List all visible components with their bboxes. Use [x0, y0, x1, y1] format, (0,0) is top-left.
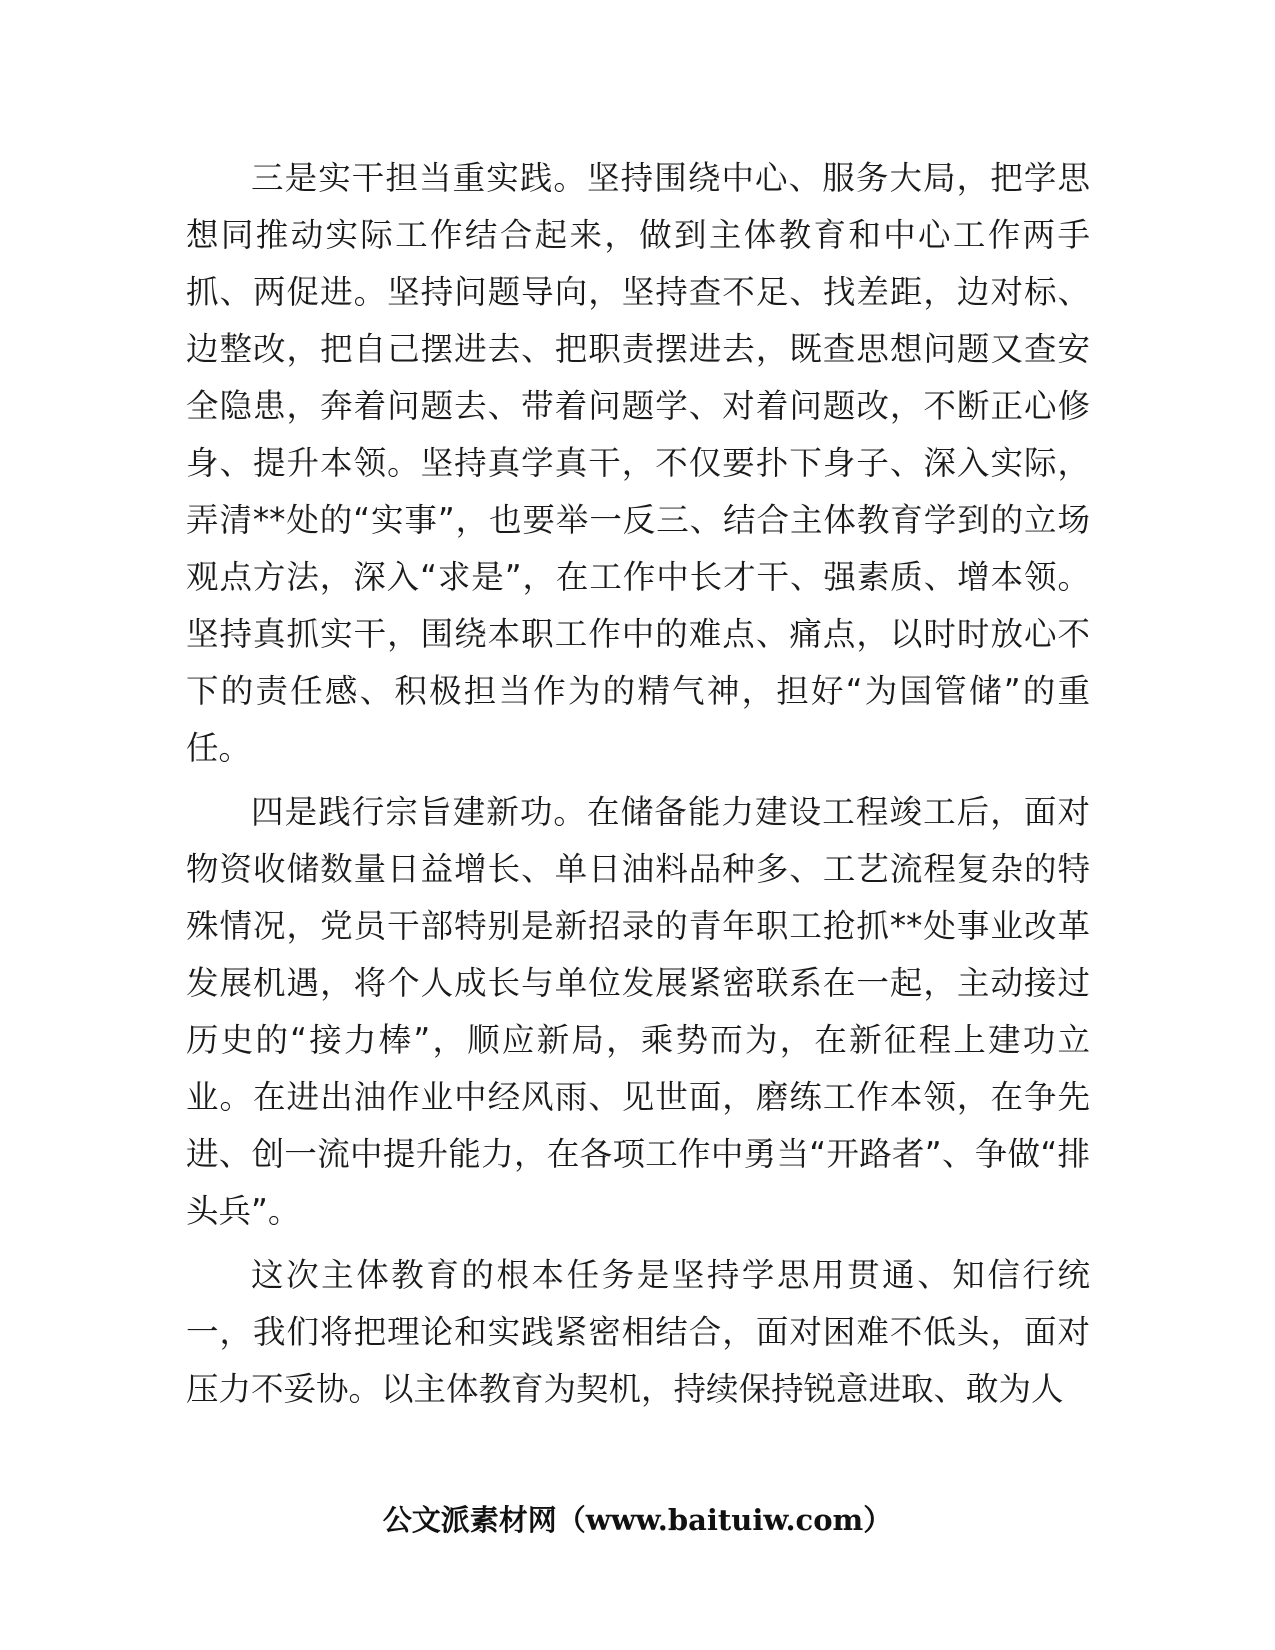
paragraph-fundamental-task: 这次主体教育的根本任务是坚持学思用贯通、知信行统一，我们将把理论和实践紧密相结合，面对困难不低头，面对压力不妥协。以主体教育为契机，持续保持锐意进取、敢为人: [186, 1256, 1090, 1408]
document-body: [186, 150, 1090, 1418]
paragraph-practice: 三是实干担当重实践。坚持围绕中心、服务大局，把学思想同推动实际工作结合起来，做到主体教育和中心工作两手抓、两促进。坚持问题导向，坚持查不足、找差距，边对标、边整改，把自己摆进去、把职责摆进去，既查思想问题又查安全隐患，奔着问题去、带着问题学、对着问题改，不断正心修身、提升本领。坚持真学真干，不仅要扑下身子、深入实际，弄清**处的“实事”，也要举一反三、结合主体教育学到的立场观点方法，深入“求是”，在工作中长才干、强素质、增本领。坚持真抓实干，围绕本职工作中的难点、痛点，以时时放心不下的责任感、积极担当作为的精气神，担好“为国管储”的重任。: [186, 159, 1090, 767]
paragraph-new-achievements: 四是践行宗旨建新功。在储备能力建设工程竣工后，面对物资收储数量日益增长、单日油料品种多、工艺流程复杂的特殊情况，党员干部特别是新招录的青年职工抢抓**处事业改革发展机遇，将个人成长与单位发展紧密联系在一起，主动接过历史的“接力棒”，顺应新局，乘势而为，在新征程上建功立业。在进出油作业中经风雨、见世面，磨练工作本领，在争先进、创一流中提升能力，在各项工作中勇当“开路者”、争做“排头兵”。: [186, 793, 1090, 1230]
footer-watermark: 公文派素材网（www.baituiw.com）: [382, 1503, 893, 1537]
